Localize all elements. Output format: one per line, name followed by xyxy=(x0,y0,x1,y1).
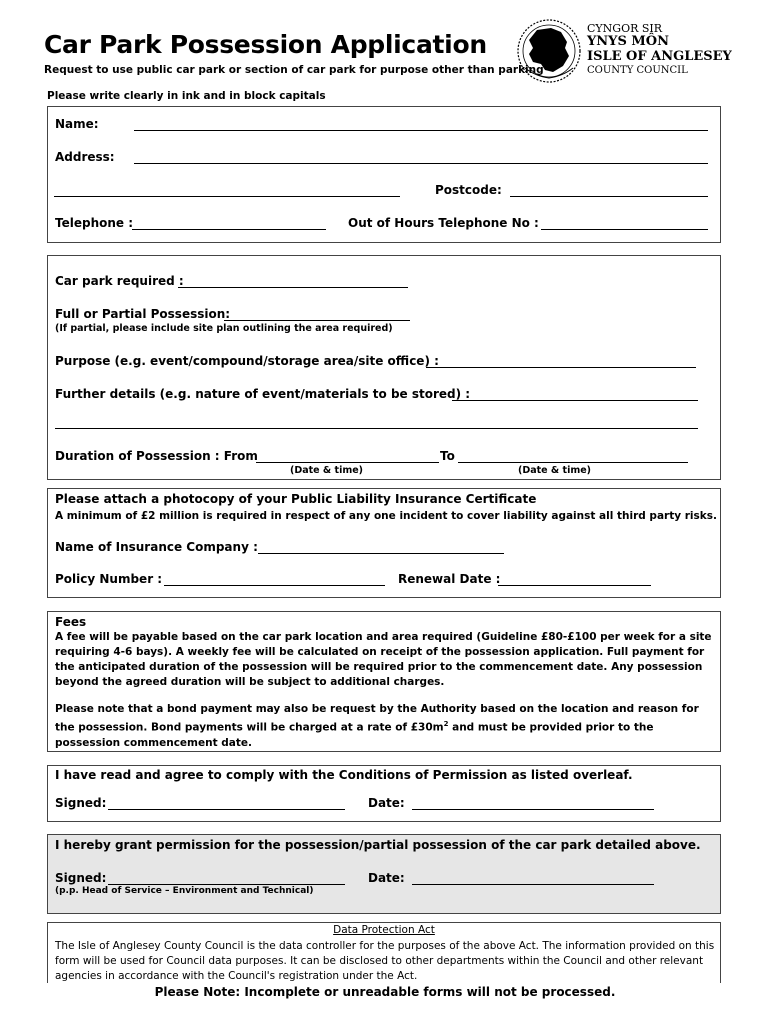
to-date-hint: (Date & time) xyxy=(518,465,592,476)
full-partial-field[interactable] xyxy=(224,320,410,321)
further-details-label: Further details (e.g. nature of event/materials to be stored) : xyxy=(55,387,471,401)
form-instruction: Please write clearly in ink and in block capitals xyxy=(47,90,326,102)
full-partial-note: (If partial, please include site plan outlining the area required) xyxy=(55,323,393,334)
anglesey-island-logo-icon xyxy=(515,18,583,84)
out-of-hours-label: Out of Hours Telephone No : xyxy=(348,216,539,230)
insurance-company-label: Name of Insurance Company : xyxy=(55,540,258,554)
permission-section xyxy=(47,834,721,914)
logo-line-4: COUNTY COUNCIL xyxy=(587,65,688,76)
address-field-line-2[interactable] xyxy=(54,196,400,197)
applicant-signed-label: Signed: xyxy=(55,796,107,810)
purpose-field[interactable] xyxy=(426,367,696,368)
name-field[interactable] xyxy=(134,130,708,131)
square-metre-superscript: 2 xyxy=(443,720,449,728)
logo-line-1: CYNGOR SIR xyxy=(587,22,663,35)
insurance-note: A minimum of £2 million is required in respect of any one incident to cover liability against all third party risks. xyxy=(55,510,717,522)
renewal-date-field[interactable] xyxy=(498,585,651,586)
applicant-date-label: Date: xyxy=(368,796,405,810)
out-of-hours-field[interactable] xyxy=(541,229,708,230)
fees-paragraph-1: A fee will be payable based on the car park location and area required (Guideline £80-£100 per week for a site requiring 4-6 bays). A weekly fee will be calculated on receipt of the possession application. Full payment for the anticipated duration of the possession will be required prior to the commencement date. Any possession beyond the agreed duration will be subject to additional charges. xyxy=(55,631,712,688)
insurance-heading: Please attach a photocopy of your Public Liability Insurance Certificate xyxy=(55,492,537,506)
authority-signature-field[interactable] xyxy=(108,884,345,885)
duration-from-field[interactable] xyxy=(256,462,439,463)
agreement-statement: I have read and agree to comply with the Conditions of Permission as listed overleaf. xyxy=(55,768,633,782)
fees-heading: Fees xyxy=(55,615,87,629)
authority-date-field[interactable] xyxy=(412,884,654,885)
fees-paragraph-2-start: Please note that a bond payment may also be request by the Authority based on the location and reason for the possession. Bond payments will be charged at a rate of £30m xyxy=(55,703,699,734)
postcode-field[interactable] xyxy=(510,196,708,197)
duration-from-label: Duration of Possession : From xyxy=(55,449,258,463)
telephone-field[interactable] xyxy=(132,229,326,230)
further-details-field-1[interactable] xyxy=(452,400,698,401)
page-subtitle: Request to use public car park or section of car park for purpose other than parking xyxy=(44,64,544,76)
agreement-section xyxy=(47,765,721,822)
car-park-label: Car park required : xyxy=(55,274,184,288)
car-park-field[interactable] xyxy=(178,287,408,288)
fees-paragraph-2 xyxy=(55,702,715,751)
telephone-label: Telephone : xyxy=(55,216,134,230)
council-logo xyxy=(515,18,732,88)
authority-date-label: Date: xyxy=(368,871,405,885)
policy-number-label: Policy Number : xyxy=(55,572,163,586)
data-protection-text: The Isle of Anglesey County Council is the data controller for the purposes of the above Act. The information provided on this form will be used for Council data purposes. It can be disclosed to other departments within the Council and other relevant agencies in accordance with the Council's registration under the Act. xyxy=(55,940,715,982)
further-details-field-2[interactable] xyxy=(55,428,698,429)
renewal-date-label: Renewal Date : xyxy=(398,572,501,586)
fees-section xyxy=(47,611,721,752)
logo-line-3: ISLE OF ANGLESEY xyxy=(587,49,732,64)
duration-to-label: To xyxy=(440,449,455,463)
insurance-company-field[interactable] xyxy=(258,553,504,554)
signatory-note: (p.p. Head of Service – Environment and Technical) xyxy=(55,886,314,896)
authority-signed-label: Signed: xyxy=(55,871,107,885)
fees-paragraph-2-end: and must be provided prior to the possession commencement date. xyxy=(55,721,654,749)
name-label: Name: xyxy=(55,117,99,131)
logo-line-2: YNYS MÔN xyxy=(587,34,669,49)
applicant-section xyxy=(47,106,721,243)
full-partial-label: Full or Partial Possession: xyxy=(55,307,231,321)
from-date-hint: (Date & time) xyxy=(290,465,364,476)
page-title: Car Park Possession Application xyxy=(44,30,487,59)
footer-note: Please Note: Incomplete or unreadable forms will not be processed. xyxy=(154,985,616,999)
address-label: Address: xyxy=(55,150,115,164)
address-field-line-1[interactable] xyxy=(134,163,708,164)
purpose-label: Purpose (e.g. event/compound/storage area/site office) : xyxy=(55,354,439,368)
data-protection-section xyxy=(47,922,721,983)
policy-number-field[interactable] xyxy=(164,585,385,586)
insurance-section xyxy=(47,488,721,598)
postcode-label: Postcode: xyxy=(435,183,502,197)
permission-statement: I hereby grant permission for the possession/partial possession of the car park detailed above. xyxy=(55,838,701,852)
applicant-date-field[interactable] xyxy=(412,809,654,810)
data-protection-heading: Data Protection Act xyxy=(333,924,435,936)
possession-section xyxy=(47,255,721,480)
duration-to-field[interactable] xyxy=(458,462,688,463)
applicant-signature-field[interactable] xyxy=(108,809,345,810)
